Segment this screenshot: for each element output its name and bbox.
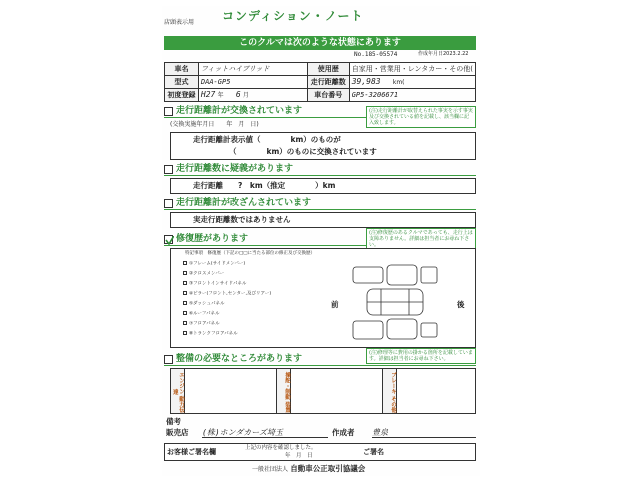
mileage-label: 走行距離数	[307, 76, 349, 89]
car-name-label: 車名	[165, 63, 199, 76]
status-banner: このクルマは次のような状態にあります	[164, 36, 476, 50]
mileage-doubt-line: 走行距離 ? km（推定 ）km	[193, 181, 336, 190]
usage-label: 使用歴	[307, 63, 349, 76]
mileage-unit: km(	[392, 79, 405, 87]
part-label: ⑤ダッシュパネル	[189, 301, 225, 307]
maintenance-heading: 整備の必要なところがあります	[176, 354, 303, 364]
maintenance-checkbox	[164, 355, 173, 364]
engine-column-body	[185, 369, 277, 413]
meter-exchange-line-2: （ km）のものに交換されています	[229, 147, 377, 156]
repair-sub-heading: 特記事項 修復歴（下記の□□に当たる部位の修正及び交換歴）	[185, 251, 316, 256]
month-unit: 月	[242, 92, 249, 100]
repair-part-item	[183, 321, 220, 327]
meter-exchange-line-1: 走行距離計表示値（ km）のものが	[193, 135, 341, 144]
brake-column-label: ブレーキ その他	[383, 369, 397, 413]
mileage-value: 39,983	[351, 77, 381, 87]
engine-column-label: エンジン 動力伝達	[171, 369, 185, 413]
document-number: No.185-05574	[354, 51, 398, 58]
author-label: 作成者	[332, 428, 355, 437]
first-registration-year: H27	[200, 90, 216, 100]
year-unit: 年	[217, 92, 224, 100]
part-label: ④ピラー(フロント,センター,及びリアー)	[189, 291, 272, 297]
repair-part-item	[183, 311, 219, 317]
repair-part-item	[183, 301, 224, 307]
part-label: ①フレーム(サイドメンバー)	[189, 261, 246, 267]
customer-signature-box	[164, 443, 476, 461]
repair-part-item	[183, 261, 245, 267]
meter-exchange-checkbox	[164, 107, 173, 116]
mileage-cell	[349, 76, 475, 89]
meter-tampered-heading: 走行距離計が改ざんされています	[176, 198, 312, 208]
front-label: 前	[331, 300, 339, 309]
part-label: ⑧トランクフロアパネル	[189, 331, 238, 337]
dealer-label: 販売店	[166, 428, 189, 437]
check-mark-icon	[165, 236, 174, 245]
meter-tampered-section	[164, 198, 476, 210]
part-label: ⑥ルーフパネル	[189, 311, 220, 317]
part-checkbox	[183, 311, 187, 315]
created-date: 作成年月日2023.2.22	[418, 51, 469, 57]
part-label: ③フロントインサイドパネル	[189, 281, 247, 287]
part-checkbox	[183, 291, 187, 295]
repair-part-item	[183, 271, 224, 277]
steering-column-body	[291, 369, 383, 413]
mileage-doubt-heading: 走行距離数に疑義があります	[176, 164, 294, 174]
signature-label: ご署名	[363, 448, 384, 456]
chassis-value: GP5-3206671	[349, 89, 475, 102]
rear-label: 後	[457, 300, 465, 309]
repair-part-item	[183, 331, 238, 337]
model-value: DAA-GP5	[198, 76, 307, 89]
part-checkbox	[183, 261, 187, 265]
first-registration-cell	[198, 89, 307, 102]
customer-signature-label: お客様ご署名欄	[167, 448, 216, 456]
part-checkbox	[183, 301, 187, 305]
mileage-doubt-section	[164, 164, 476, 176]
meter-tampered-box	[170, 212, 476, 228]
meter-exchange-box	[170, 132, 476, 160]
publisher	[252, 465, 365, 474]
meter-exchange-note: (注)走行距離計が取替えられた事実を示す事実及び交換されている値を記載し、該当欄に記入致します。	[366, 106, 476, 128]
mileage-doubt-box	[170, 178, 476, 194]
first-registration-month: 6	[235, 90, 241, 100]
condition-note-document	[162, 6, 480, 476]
store-display-label: 店頭表示用	[164, 19, 195, 26]
repair-history-box	[170, 248, 476, 348]
part-checkbox	[183, 331, 187, 335]
first-registration-label: 初度登録	[165, 89, 199, 102]
repair-part-item	[183, 281, 246, 287]
steering-column-label: 操舵・制動 装置	[277, 369, 291, 413]
usage-value: 自家用・営業用・レンタカー・その他(	[349, 63, 475, 76]
part-checkbox	[183, 271, 187, 275]
maintenance-box	[170, 368, 476, 414]
repair-history-heading: 修復歴があります	[176, 234, 249, 244]
remarks-label: 備考	[166, 417, 181, 426]
part-label: ⑦フロアパネル	[189, 321, 220, 327]
car-diagram-icon	[347, 261, 443, 345]
author-value: 豊泉	[372, 428, 476, 438]
model-label: 型式	[165, 76, 199, 89]
publisher-org-type: 一般社団法人	[252, 466, 289, 473]
confirm-date: 年 月 日	[285, 453, 313, 459]
meter-tampered-line: 実走行距離数ではありません	[193, 215, 291, 224]
repair-history-note: (注)修復歴のあるクルマであっても、走行上は支障ありません。詳細は担当者にお尋ね下さい。	[366, 228, 476, 250]
part-checkbox	[183, 321, 187, 325]
document-title: コンディション・ノート	[222, 9, 364, 23]
exchange-date-line: (交換実施年月日 年 月 日)	[170, 121, 259, 128]
car-name-value: フィットハイブリッド	[198, 63, 307, 76]
repair-history-checkbox	[164, 235, 173, 244]
maintenance-note: (注)修理等に費用の掛かる箇所を記載しています。詳細は担当者にお尋ね下さい。	[366, 348, 476, 364]
mileage-doubt-checkbox	[164, 165, 173, 174]
meter-tampered-checkbox	[164, 199, 173, 208]
vehicle-info-table	[164, 62, 476, 102]
meter-exchange-heading: 走行距離計が交換されています	[176, 106, 303, 116]
confirm-text: 上記の内容を確認しました。	[245, 445, 317, 451]
publisher-org-name: 自動車公正取引協議会	[290, 464, 366, 473]
part-label: ②クロスメンバー	[189, 271, 225, 277]
repair-part-item	[183, 291, 271, 297]
dealer-value: (株)ホンダカーズ埼玉	[202, 428, 328, 438]
part-checkbox	[183, 281, 187, 285]
chassis-label: 車台番号	[307, 89, 349, 102]
